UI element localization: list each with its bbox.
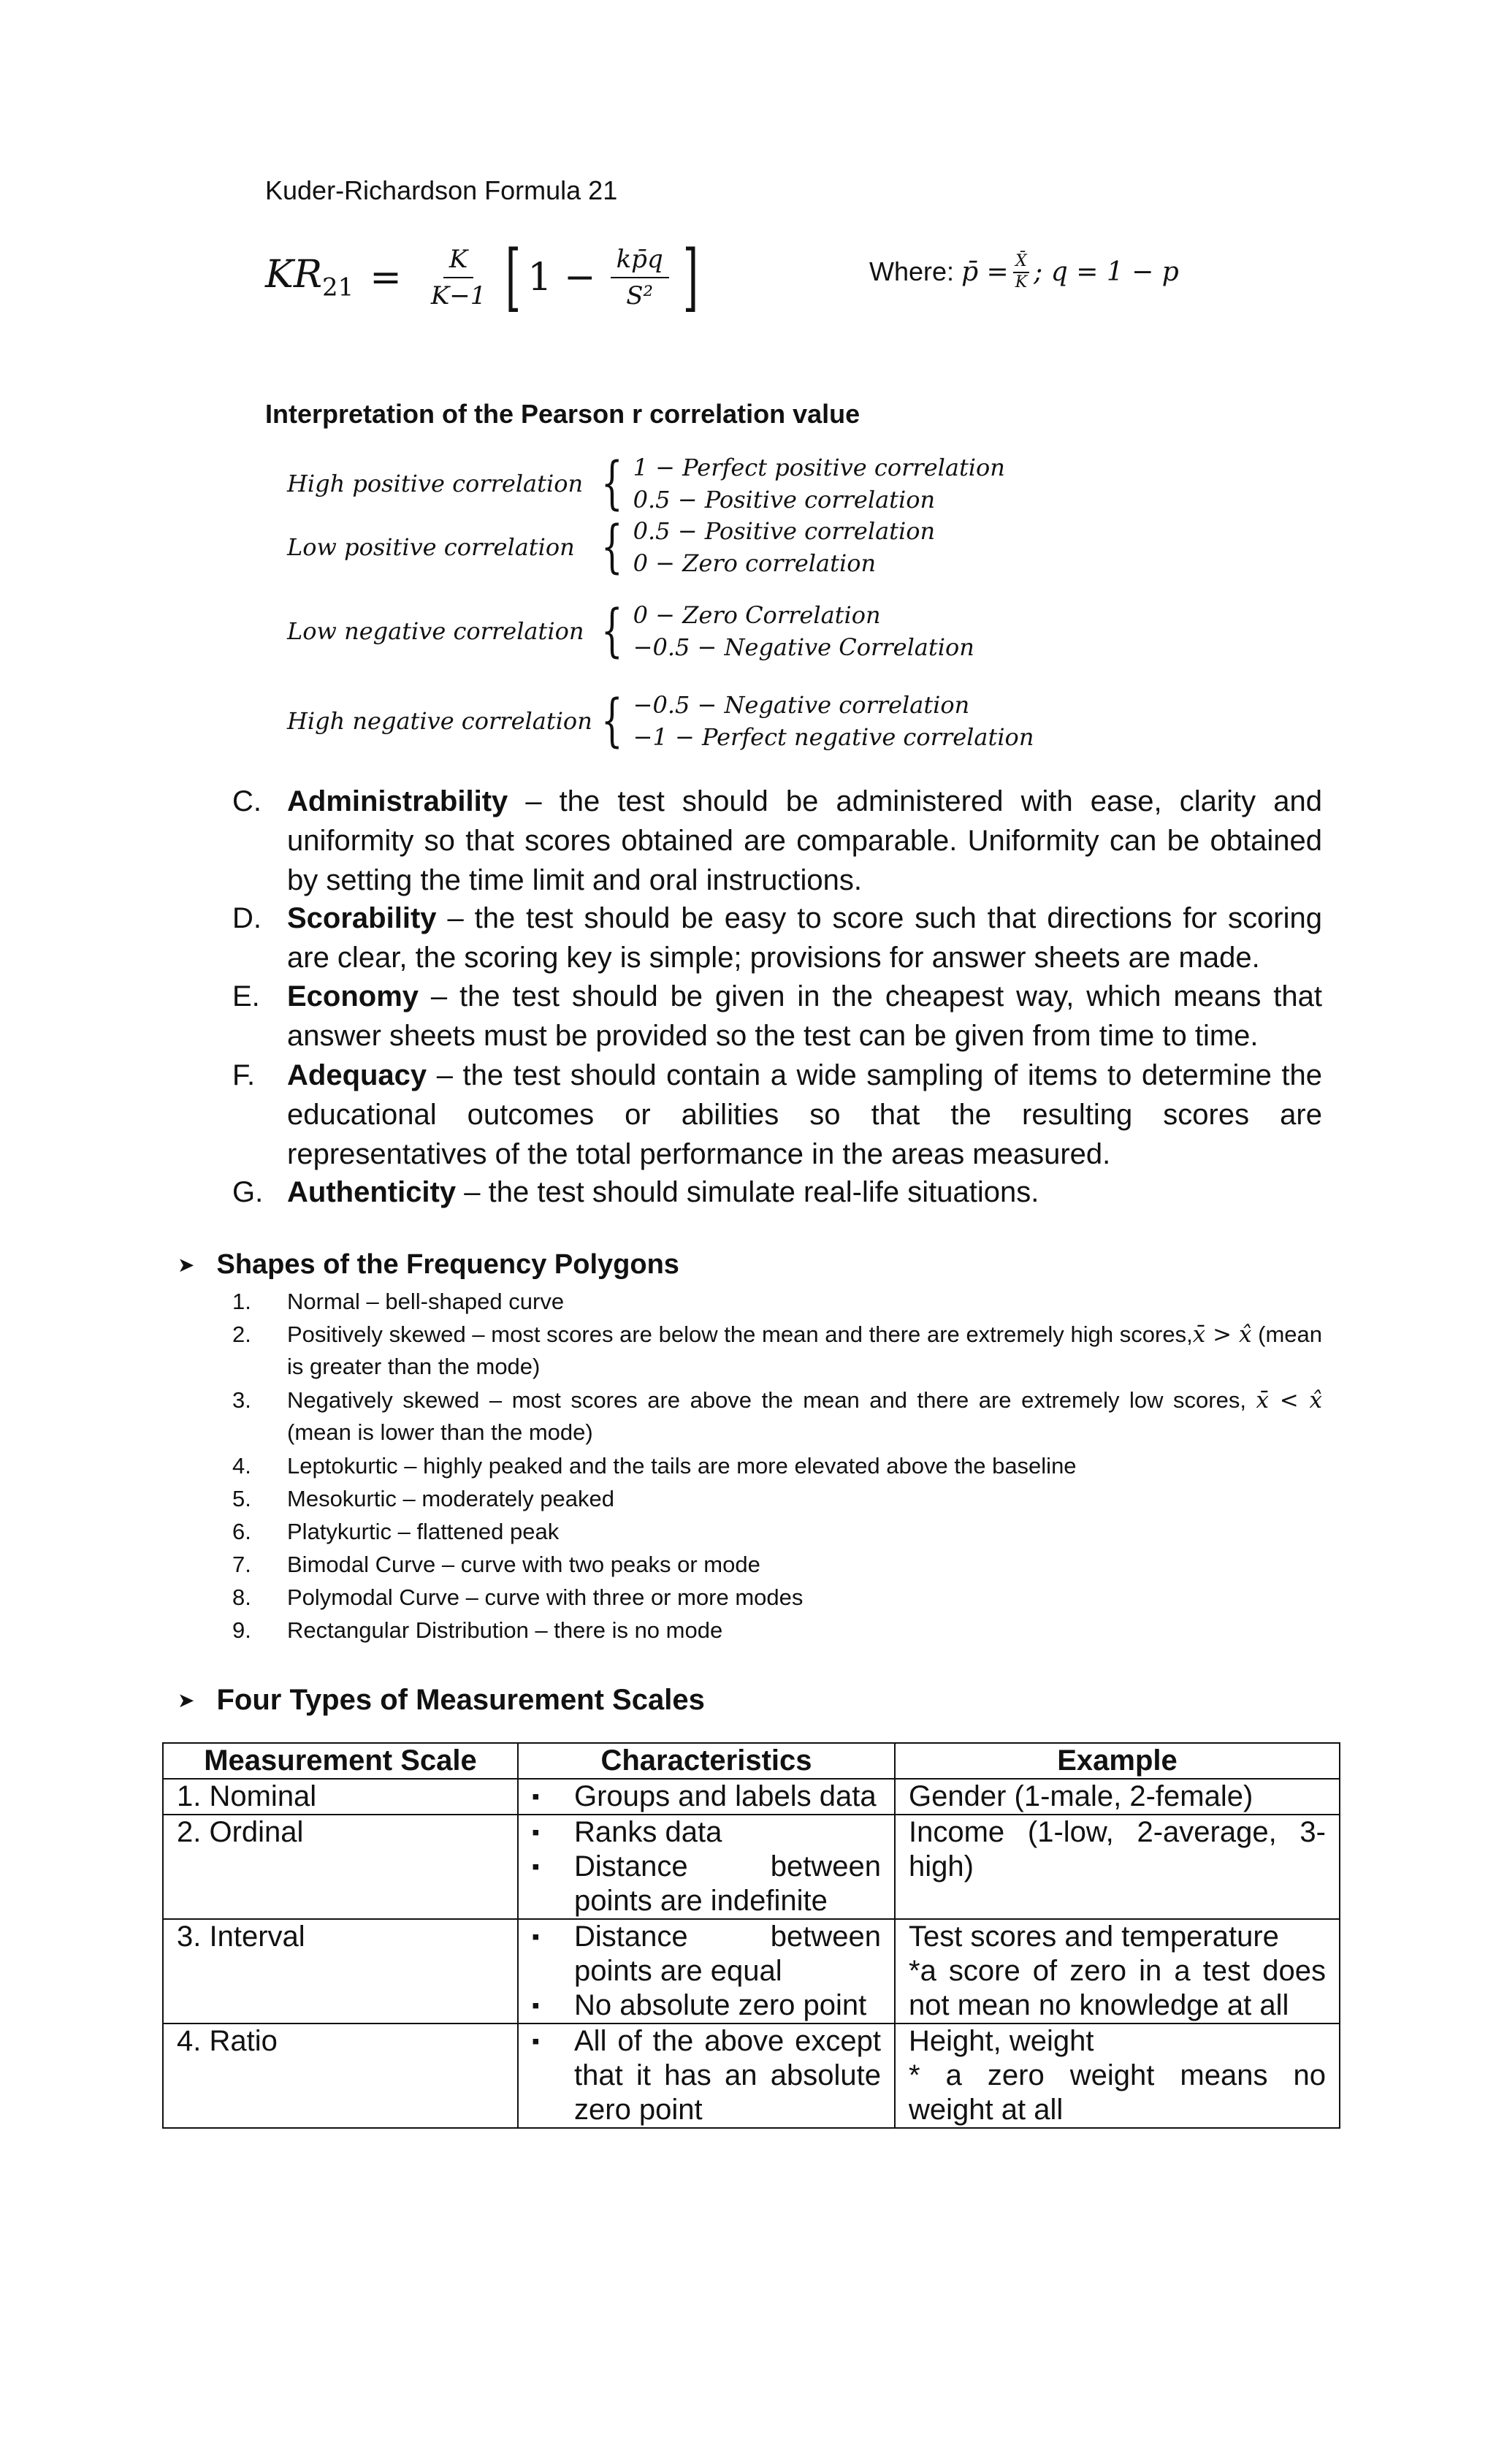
list-item: 6. Platykurtic – flattened peak	[232, 1519, 560, 1544]
list-item: 7. Bimodal Curve – curve with two peaks or mode	[232, 1552, 760, 1577]
list-item: 3. Negatively skewed – most scores are above the mean and there are extremely low scores, x̄ < x̂ (mean is lower than the mode)	[232, 1387, 1322, 1445]
column-header: Measurement Scale	[163, 1743, 518, 1779]
example-cell: Gender (1-male, 2-female)	[895, 1779, 1340, 1815]
column-header: Characteristics	[518, 1743, 895, 1779]
kr21-fraction-k: $\frac{K}{K-1}$	[430, 245, 486, 310]
kr21-one-minus: 1 −	[527, 256, 596, 300]
example-cell: Height, weight * a zero weight means no weight at all	[895, 2024, 1340, 2128]
scale-cell: 1. Nominal	[163, 1779, 518, 1815]
kr21-fraction-kpq: $\frac{kp̄q}{\text{S²}}$	[611, 245, 669, 310]
right-bracket: ]	[682, 234, 698, 320]
where-fraction: $\frac{X̄}{K}$	[1013, 252, 1029, 291]
kr21-title: Kuder-Richardson Formula 21	[265, 175, 618, 205]
list-item: 8. Polymodal Curve – curve with three or more modes	[232, 1584, 804, 1610]
characteristics-cell: ▪ All of the above except that it has an absolute zero point	[518, 2024, 895, 2128]
table-row	[163, 1815, 1340, 1919]
criterion-scorability: D. Scorability – the test should be easy to score such that directions for scoring are clear, the scoring key is simple; provisions for answer sheets are made.	[232, 902, 1322, 974]
correlation-row: High positive correlation { 1 − Perfect positive correlation 0.5 − Positive correlation	[287, 451, 1005, 516]
scales-heading: ➤ Four Types of Measurement Scales	[178, 1684, 705, 1716]
criterion-administrability: C. Administrability – the test should be administered with ease, clarity and uniformity so that scores obtained are comparable. Uniformity can be obtained by setting the time limit and oral instructions.	[232, 785, 1322, 896]
table-row	[163, 1919, 1340, 2024]
correlation-row: Low positive correlation { 0.5 − Positive correlation 0 − Zero correlation	[287, 514, 936, 580]
table-row	[163, 1779, 1340, 1815]
arrow-bullet-icon: ➤	[178, 1254, 195, 1276]
list-item: 4. Leptokurtic – highly peaked and the tails are more elevated above the baseline	[232, 1453, 1077, 1479]
left-bracket: [	[505, 234, 522, 320]
criterion-authenticity: G. Authenticity – the test should simulate real-life situations.	[232, 1176, 1039, 1208]
list-item: 1. Normal – bell-shaped curve	[232, 1289, 565, 1314]
characteristics-cell: ▪ Groups and labels data	[518, 1779, 895, 1815]
criterion-adequacy: F. Adequacy – the test should contain a wide sampling of items to determine the educational outcomes or abilities so that the resulting scores are representatives of the total performance in the areas measured.	[232, 1059, 1322, 1170]
correlation-row: Low negative correlation { 0 − Zero Correlation −0.5 − Negative Correlation	[287, 598, 974, 664]
table-header-row	[163, 1743, 1340, 1779]
correlation-row: High negative correlation { −0.5 − Negative correlation −1 − Perfect negative correlation	[287, 688, 1034, 754]
list-item: 2. Positively skewed – most scores are below the mean and there are extremely high scores,x̄ > x̂ (mean is greater than the mode)	[232, 1321, 1322, 1379]
table-row	[163, 2024, 1340, 2128]
characteristics-cell: ▪ Distance between points are equal ▪ No absolute zero point	[518, 1919, 895, 2024]
scale-cell: 4. Ratio	[163, 2024, 518, 2128]
kr21-where: Where: p̄ = $\frac{X̄}{K}$ ; q = 1 − p	[869, 252, 1179, 291]
brace-icon: {	[600, 451, 623, 516]
shapes-heading: ➤ Shapes of the Frequency Polygons	[178, 1249, 679, 1280]
brace-icon: {	[600, 514, 623, 580]
list-item: 9. Rectangular Distribution – there is no mode	[232, 1617, 723, 1643]
characteristics-cell: ▪ Ranks data ▪ Distance between points are indefinite	[518, 1815, 895, 1919]
brace-icon: {	[600, 598, 623, 664]
kr21-formula	[265, 230, 705, 325]
kr21-lhs: $KR_{21}$	[265, 253, 354, 302]
criterion-economy: E. Economy – the test should be given in the cheapest way, which means that answer sheets must be provided so the test can be given from time to time.	[232, 980, 1322, 1052]
list-item: 5. Mesokurtic – moderately peaked	[232, 1486, 615, 1511]
pearson-heading: Interpretation of the Pearson r correlation value	[265, 399, 860, 429]
example-cell: Income (1-low, 2-average, 3-high)	[895, 1815, 1340, 1919]
column-header: Example	[895, 1743, 1340, 1779]
brace-icon: {	[600, 688, 623, 754]
kr21-equals: =	[370, 256, 402, 300]
arrow-bullet-icon: ➤	[178, 1689, 195, 1712]
measurement-scales-table	[162, 1742, 1340, 2129]
scale-cell: 3. Interval	[163, 1919, 518, 2024]
example-cell: Test scores and temperature *a score of zero in a test does not mean no knowledge at all	[895, 1919, 1340, 2024]
scale-cell: 2. Ordinal	[163, 1815, 518, 1919]
